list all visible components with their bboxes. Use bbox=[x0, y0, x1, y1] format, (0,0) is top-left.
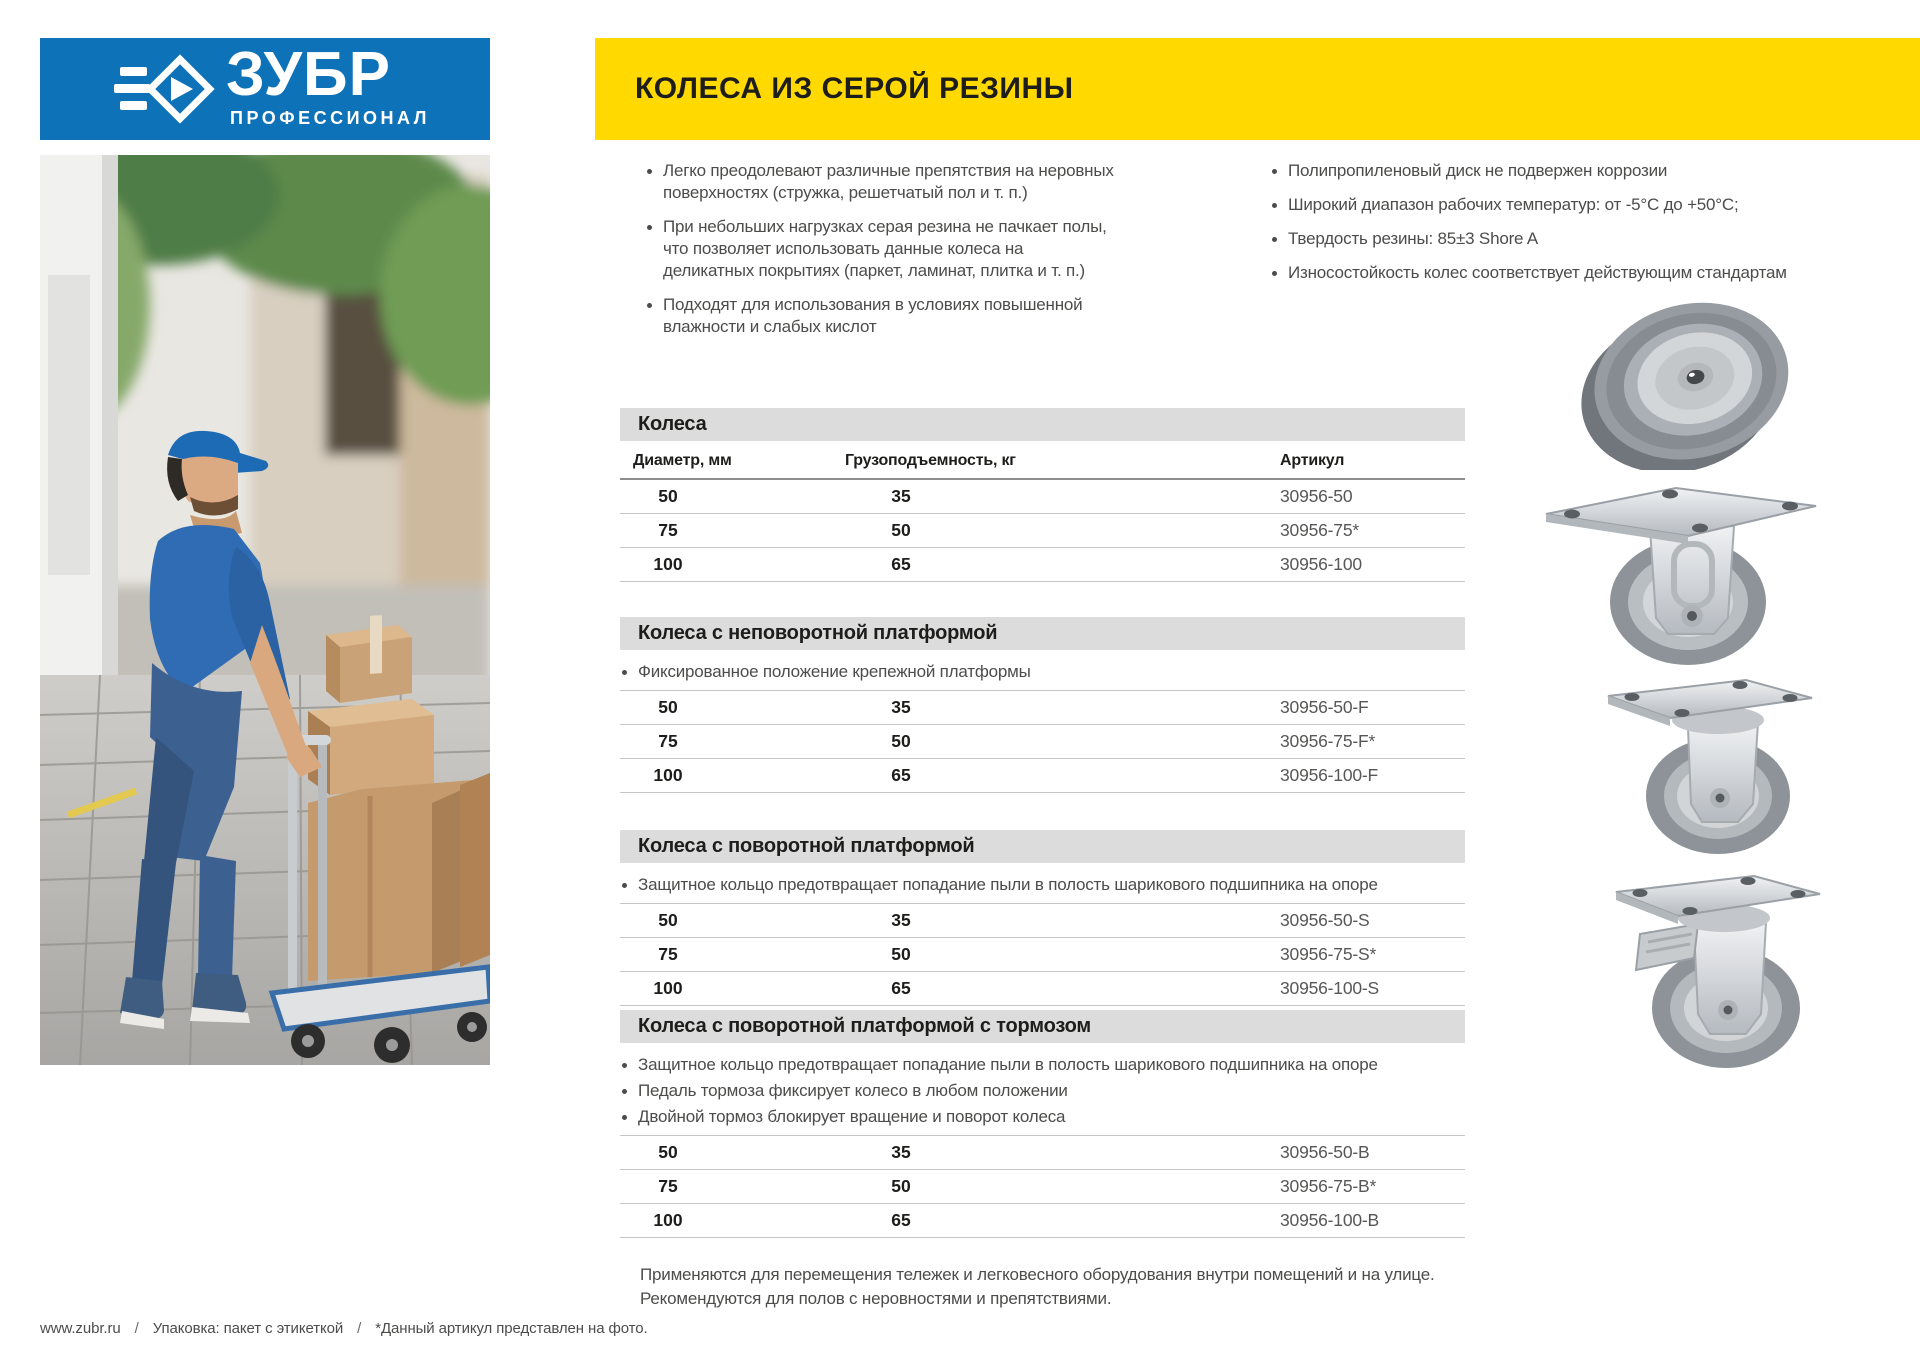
section-bullets bbox=[620, 874, 1465, 896]
table-row bbox=[620, 904, 1465, 938]
title-banner bbox=[595, 38, 1920, 140]
table-row bbox=[620, 480, 1465, 514]
cell-diameter: 100 bbox=[653, 1210, 683, 1230]
section-title: Колеса с неповоротной платформой bbox=[638, 622, 998, 644]
feature-item bbox=[620, 1106, 1465, 1128]
brand-name: ЗУБР bbox=[226, 40, 391, 109]
feature-item bbox=[645, 294, 1115, 338]
cell-article: 30956-75-B* bbox=[1280, 1176, 1377, 1196]
cell-capacity: 50 bbox=[891, 731, 911, 751]
brand-logo-block bbox=[40, 38, 490, 140]
section-title-bar bbox=[620, 408, 1465, 441]
col-header-article: Артикул bbox=[1280, 452, 1345, 469]
site-link[interactable]: www.zubr.ru bbox=[40, 1320, 121, 1337]
footer-divider: / bbox=[357, 1320, 362, 1337]
feature-item bbox=[620, 1080, 1465, 1102]
bullet-dot-icon bbox=[622, 1089, 627, 1094]
usage-note-line: Рекомендуются для полов с неровностями и препятствиями. bbox=[640, 1289, 1112, 1308]
cell-diameter: 75 bbox=[658, 520, 678, 540]
cell-capacity: 50 bbox=[891, 520, 911, 540]
table-row bbox=[620, 548, 1465, 582]
bullet-dot-icon bbox=[622, 883, 627, 888]
section-fixed-casters bbox=[620, 617, 1465, 793]
delivery-photo bbox=[40, 155, 490, 1065]
table-body bbox=[620, 903, 1465, 1006]
table-row bbox=[620, 1136, 1465, 1170]
usage-note-line: Применяются для перемещения тележек и легковесного оборудования внутри помещений и на улице. bbox=[640, 1265, 1435, 1284]
table-row bbox=[620, 972, 1465, 1006]
cell-diameter: 50 bbox=[658, 1142, 678, 1162]
section-bullets bbox=[620, 1054, 1465, 1128]
footer-divider: / bbox=[134, 1320, 139, 1337]
table-body bbox=[620, 480, 1465, 582]
cell-capacity: 35 bbox=[891, 910, 911, 930]
features-list-left bbox=[645, 160, 1115, 350]
feature-item bbox=[620, 874, 1465, 896]
table-row bbox=[620, 1204, 1465, 1238]
feature-item bbox=[1270, 160, 1845, 182]
cell-diameter: 50 bbox=[658, 486, 678, 506]
zubr-arrow-diamond-icon bbox=[112, 54, 216, 124]
feature-text: Защитное кольцо предотвращает попадание пыли в полость шарикового подшипника на опоре bbox=[638, 1055, 1378, 1074]
section-title: Колеса с поворотной платформой bbox=[638, 835, 975, 857]
feature-text: Двойной тормоз блокирует вращение и поворот колеса bbox=[638, 1107, 1066, 1126]
cell-capacity: 35 bbox=[891, 1142, 911, 1162]
table-row bbox=[620, 691, 1465, 725]
footer-packaging: Упаковка: пакет с этикеткой bbox=[152, 1320, 344, 1337]
bullet-dot-icon bbox=[1272, 237, 1277, 242]
cell-diameter: 75 bbox=[658, 1176, 678, 1196]
cell-capacity: 50 bbox=[891, 944, 911, 964]
bullet-dot-icon bbox=[647, 225, 652, 230]
cell-article: 30956-100-F bbox=[1280, 765, 1379, 785]
table-row bbox=[620, 938, 1465, 972]
cell-article: 30956-50 bbox=[1280, 486, 1353, 506]
feature-text: При небольших нагрузках серая резина не пачкает полы, что позволяет использовать данные колеса на деликатных покрытиях (паркет, ламинат, плитка и т. п.) bbox=[663, 217, 1107, 280]
table-body bbox=[620, 690, 1465, 793]
feature-item bbox=[620, 1054, 1465, 1076]
cell-capacity: 65 bbox=[891, 978, 911, 998]
feature-item bbox=[645, 160, 1115, 204]
features-list-right bbox=[1270, 160, 1845, 296]
cell-capacity: 50 bbox=[891, 1176, 911, 1196]
feature-item bbox=[1270, 228, 1845, 250]
cell-capacity: 65 bbox=[891, 1210, 911, 1230]
cell-diameter: 50 bbox=[658, 697, 678, 717]
cell-article: 30956-100-S bbox=[1280, 978, 1379, 998]
feature-text: Защитное кольцо предотвращает попадание пыли в полость шарикового подшипника на опоре bbox=[638, 875, 1378, 894]
swivel-caster-with-brake-image bbox=[1552, 850, 1858, 1080]
table-row bbox=[620, 725, 1465, 759]
cell-article: 30956-75-F* bbox=[1280, 731, 1376, 751]
fixed-platform-caster-image bbox=[1528, 466, 1834, 672]
table-row bbox=[620, 759, 1465, 793]
cell-capacity: 35 bbox=[891, 486, 911, 506]
section-wheels bbox=[620, 408, 1465, 582]
big-box bbox=[308, 779, 486, 981]
cell-diameter: 75 bbox=[658, 731, 678, 751]
col-header-capacity: Грузоподъемность, кг bbox=[845, 452, 1016, 469]
section-title-bar bbox=[620, 1010, 1465, 1043]
feature-text: Износостойкость колес соответствует действующим стандартам bbox=[1288, 263, 1787, 282]
van-door bbox=[40, 155, 118, 721]
feature-item bbox=[620, 661, 1465, 683]
feature-text: Твердость резины: 85±3 Shore A bbox=[1288, 229, 1539, 248]
cell-diameter: 75 bbox=[658, 944, 678, 964]
cell-capacity: 65 bbox=[891, 554, 911, 574]
feature-text: Легко преодолевают различные препятствия на неровных поверхностях (стружка, решетчатый пол и т. п.) bbox=[663, 161, 1114, 202]
bullet-dot-icon bbox=[622, 670, 627, 675]
bullet-dot-icon bbox=[1272, 271, 1277, 276]
cell-article: 30956-75* bbox=[1280, 520, 1359, 540]
page-title: КОЛЕСА ИЗ СЕРОЙ РЕЗИНЫ bbox=[635, 72, 1074, 105]
table-row bbox=[620, 1170, 1465, 1204]
section-title-bar bbox=[620, 617, 1465, 650]
footer bbox=[40, 1320, 648, 1337]
cell-article: 30956-50-F bbox=[1280, 697, 1369, 717]
cell-article: 30956-100 bbox=[1280, 554, 1362, 574]
cell-diameter: 50 bbox=[658, 910, 678, 930]
feature-text: Широкий диапазон рабочих температур: от -5°С до +50°С; bbox=[1288, 195, 1739, 214]
feature-text: Полипропиленовый диск не подвержен коррозии bbox=[1288, 161, 1668, 180]
brand-subtitle: ПРОФЕССИОНАЛ bbox=[230, 108, 430, 128]
cell-article: 30956-50-B bbox=[1280, 1142, 1370, 1162]
bullet-dot-icon bbox=[647, 169, 652, 174]
feature-item bbox=[645, 216, 1115, 282]
section-brake-casters bbox=[620, 1010, 1465, 1238]
bullet-dot-icon bbox=[1272, 169, 1277, 174]
table-body bbox=[620, 1135, 1465, 1238]
feature-item bbox=[1270, 194, 1845, 216]
bullet-dot-icon bbox=[647, 303, 652, 308]
section-swivel-casters bbox=[620, 830, 1465, 1006]
feature-text: Фиксированное положение крепежной платформы bbox=[638, 662, 1031, 681]
table-row bbox=[620, 514, 1465, 548]
feature-text: Педаль тормоза фиксирует колесо в любом положении bbox=[638, 1081, 1068, 1100]
section-title-bar bbox=[620, 830, 1465, 863]
swivel-platform-caster-image bbox=[1550, 664, 1850, 856]
bullet-dot-icon bbox=[622, 1115, 627, 1120]
cell-article: 30956-75-S* bbox=[1280, 944, 1377, 964]
cell-diameter: 100 bbox=[653, 978, 683, 998]
cell-diameter: 100 bbox=[653, 765, 683, 785]
feature-text: Подходят для использования в условиях повышенной влажности и слабых кислот bbox=[663, 295, 1083, 336]
side-box bbox=[460, 773, 490, 967]
table-header-row bbox=[620, 441, 1465, 480]
cell-capacity: 35 bbox=[891, 697, 911, 717]
cell-capacity: 65 bbox=[891, 765, 911, 785]
footer-asterisk-note: *Данный артикул представлен на фото. bbox=[375, 1320, 648, 1337]
cell-article: 30956-50-S bbox=[1280, 910, 1370, 930]
bullet-dot-icon bbox=[1272, 203, 1277, 208]
section-bullets bbox=[620, 661, 1465, 683]
section-title: Колеса с поворотной платформой с тормозом bbox=[638, 1015, 1091, 1037]
feature-item bbox=[1270, 262, 1845, 284]
cell-diameter: 100 bbox=[653, 554, 683, 574]
bullet-dot-icon bbox=[622, 1063, 627, 1068]
usage-note bbox=[640, 1263, 1560, 1311]
gray-rubber-wheel-image bbox=[1572, 298, 1804, 470]
col-header-diameter: Диаметр, мм bbox=[633, 452, 732, 469]
cell-article: 30956-100-B bbox=[1280, 1210, 1379, 1230]
section-title: Колеса bbox=[638, 413, 707, 435]
